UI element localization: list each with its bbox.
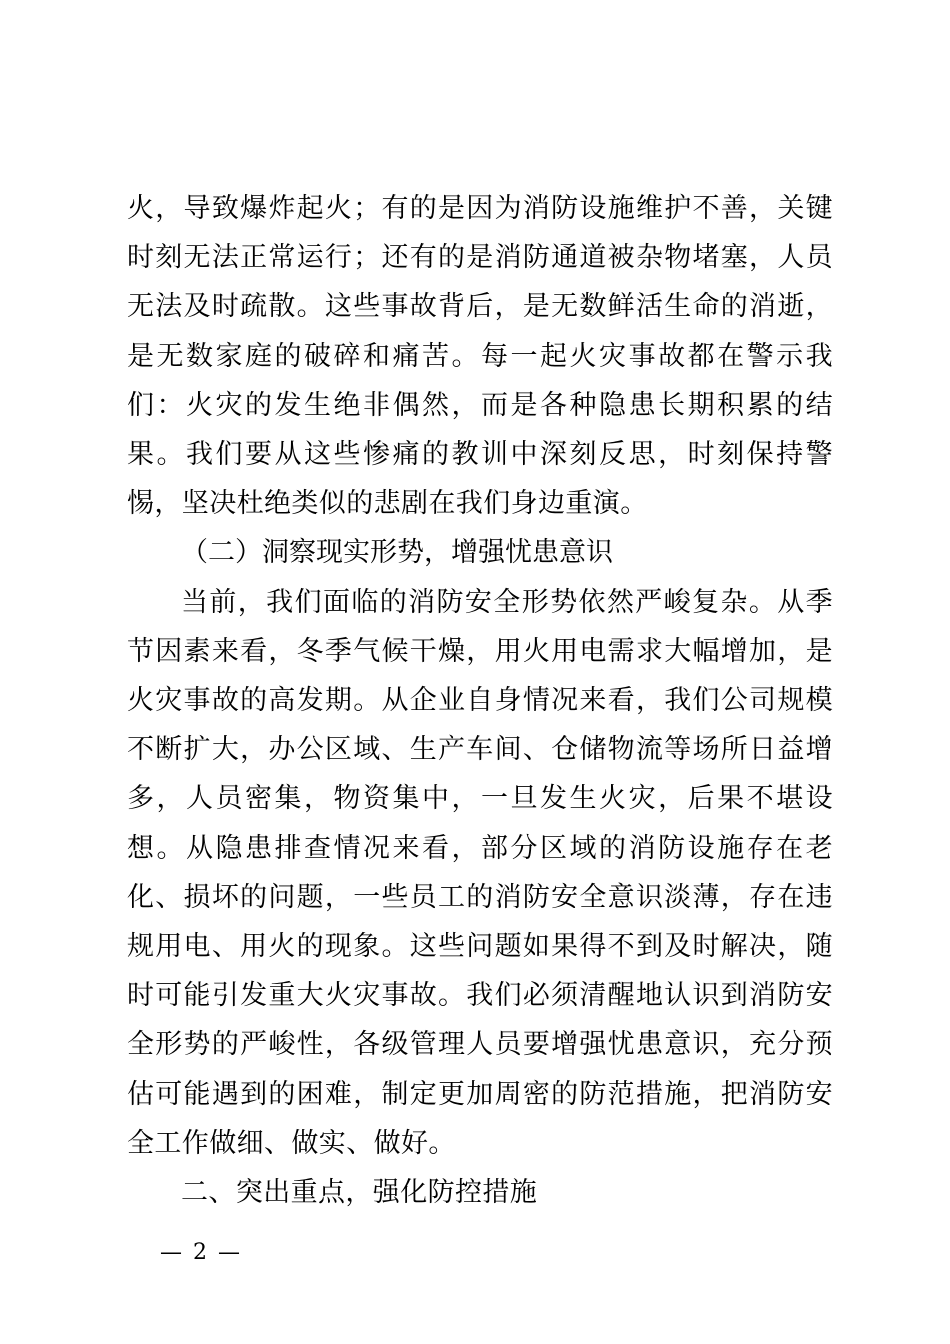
document-body: [127, 184, 833, 1217]
section-heading-2: 二、突出重点，强化防控措施: [181, 1177, 538, 1209]
paragraph-current-situation: 当前，我们面临的消防安全形势依然严峻复杂。从季节因素来看，冬季气候干燥，用火用电需求大幅增加，是火灾事故的高发期。从企业自身情况来看，我们公司规模不断扩大，办公区域、生产车间、仓储物流等场所日益增多，人员密集，物资集中，一旦发生火灾，后果不堪设想。从隐患排查情况来看，部分区域的消防设施存在老化、损坏的问题，一些员工的消防安全意识淡薄，存在违规用电、用火的现象。这些问题如果得不到及时解决，随时可能引发重大火灾事故。我们必须清醒地认识到消防安全形势的严峻性，各级管理人员要增强忧患意识，充分预估可能遇到的困难，制定更加周密的防范措施，把消防安全工作做细、做实、做好。: [127, 586, 833, 1159]
subheading-2: （二）洞察现实形势，增强忧患意识: [181, 537, 613, 569]
page-number: — 2 —: [160, 1240, 242, 1265]
paragraph-continuation: 火，导致爆炸起火；有的是因为消防设施维护不善，关键时刻无法正常运行；还有的是消防通道被杂物堵塞，人员无法及时疏散。这些事故背后，是无数鲜活生命的消逝，是无数家庭的破碎和痛苦。每一起火灾事故都在警示我们：火灾的发生绝非偶然，而是各种隐患长期积累的结果。我们要从这些惨痛的教训中深刻反思，时刻保持警惕，坚决杜绝类似的悲剧在我们身边重演。: [127, 193, 833, 520]
